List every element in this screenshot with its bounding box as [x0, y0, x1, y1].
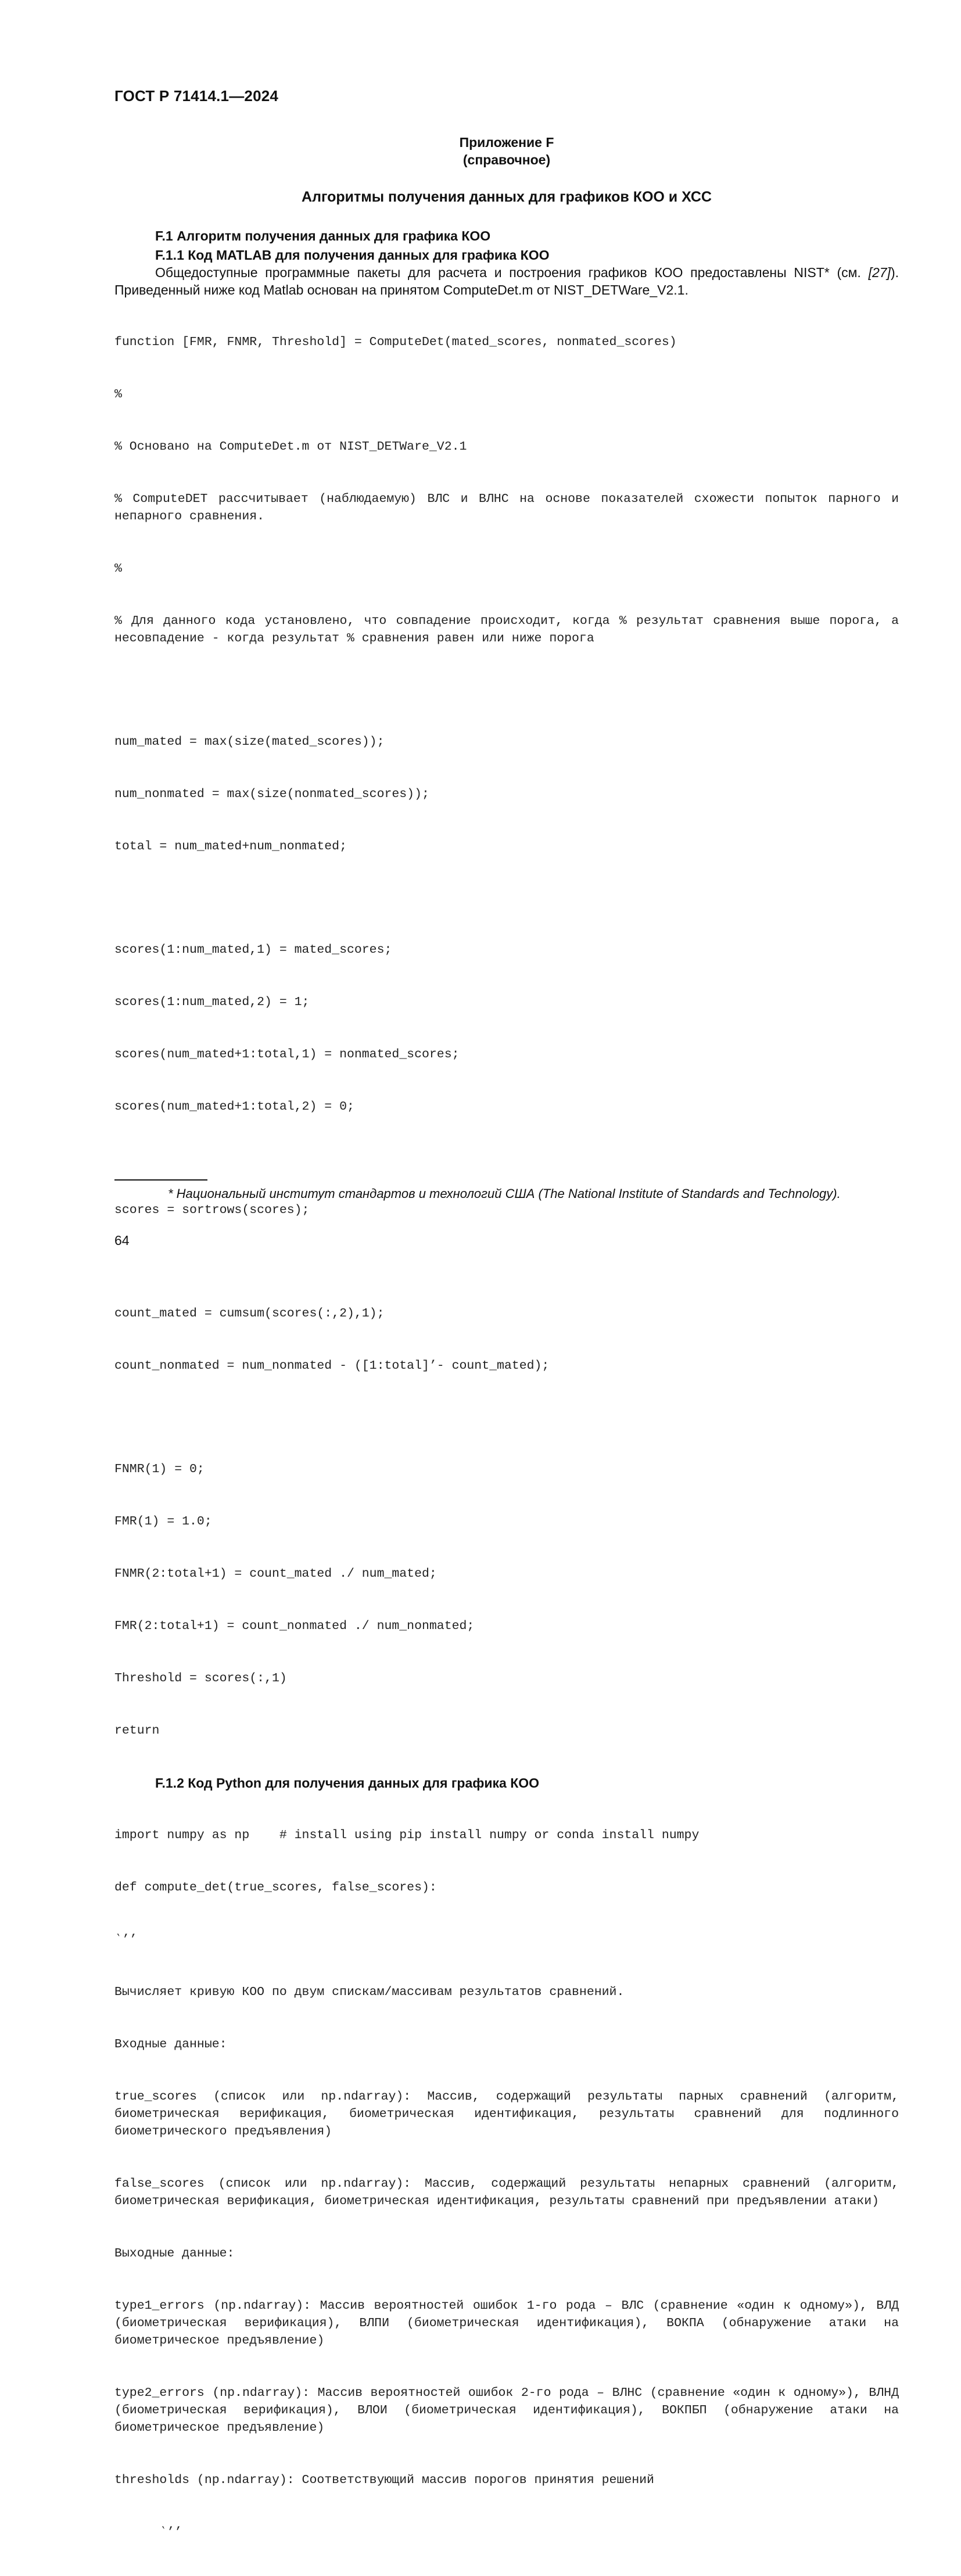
code-line: ‵’’	[114, 2525, 182, 2539]
code-line: count_mated = cumsum(scores(:,2),1);	[114, 1307, 385, 1321]
section-heading-f1: F.1 Алгоритм получения данных для графика КОО	[155, 228, 491, 243]
code-line: import numpy as np # install using pip install numpy or conda install numpy	[114, 1828, 700, 1842]
code-line: scores(1:num_mated,2) = 1;	[114, 995, 310, 1009]
code-blank-line	[114, 890, 899, 906]
code-line: num_nonmated = max(size(nonmated_scores));	[114, 787, 429, 801]
code-line: FNMR(2:total+1) = count_mated ./ num_mated;	[114, 1567, 437, 1581]
python-code-block	[114, 1792, 899, 2576]
code-blank-line	[114, 1150, 899, 1167]
code-line: def compute_det(true_scores, false_scores):	[114, 1881, 437, 1895]
matlab-code-block	[114, 299, 899, 1774]
appendix-kind: (справочное)	[462, 152, 551, 167]
code-line: function [FMR, FNMR, Threshold] = ComputeDet(mated_scores, nonmated_scores)	[114, 335, 677, 349]
appendix-label: Приложение F	[459, 135, 554, 150]
code-line: scores(1:num_mated,1) = mated_scores;	[114, 943, 392, 957]
code-line: scores(num_mated+1:total,1) = nonmated_scores;	[114, 1047, 460, 1061]
code-line: %	[114, 562, 122, 576]
footnote: * Национальный институт стандартов и технологий США (The National Institute of Standards and Technology).	[168, 1186, 841, 1201]
code-line: count_nonmated = num_nonmated - ([1:total]’- count_mated);	[114, 1359, 550, 1373]
appendix-header	[114, 134, 899, 168]
code-line: scores(num_mated+1:total,2) = 0;	[114, 1100, 354, 1114]
code-line: % ComputeDET рассчитывает (наблюдаемую) ВЛС и ВЛНС на основе показателей схожести попыток парного и непарного сравнения.	[114, 492, 899, 523]
code-line: ‵’’	[114, 1933, 137, 1947]
code-line: %	[114, 388, 122, 401]
code-line: Вычисляет кривую КОО по двум спискам/массивам результатов сравнений.	[114, 1985, 625, 1999]
code-line: % Для данного кода установлено, что совпадение происходит, когда % результат сравнения выше порога, а несовпадение - когда результат % сравнения равен или ниже порога	[114, 614, 899, 645]
code-line: FMR(2:total+1) = count_nonmated ./ num_nonmated;	[114, 1619, 475, 1633]
appendix-title: Алгоритмы получения данных для графиков КОО и ХСС	[302, 189, 712, 205]
footnote-divider	[114, 1179, 207, 1181]
code-line: type1_errors (np.ndarray): Массив вероятностей ошибок 1-го рода – ВЛС (сравнение «один к одному»), ВЛД (биометрическая верификация), ВЛПИ (биометрическая идентификация), ВОКПА (обнаружение атаки на биометрическое предъявление)	[114, 2299, 899, 2348]
code-line: type2_errors (np.ndarray): Массив вероятностей ошибок 2-го рода – ВЛНС (сравнение «один к одному»), ВЛНД (биометрическая верификация), ВЛОИ (биометрическая идентификация), ВОКПБП (обнаружение атаки на биометрическое предъявление)	[114, 2386, 899, 2435]
code-line: num_mated = max(size(mated_scores));	[114, 735, 385, 749]
code-line: % Основано на ComputeDet.m от NIST_DETWare_V2.1	[114, 440, 467, 454]
code-line: Threshold = scores(:,1)	[114, 1671, 287, 1685]
code-blank-line	[114, 1409, 899, 1426]
code-line: Выходные данные:	[114, 2247, 235, 2261]
page-number: 64	[114, 1233, 130, 1248]
content-body	[114, 225, 899, 2576]
intro-text-start: Общедоступные программные пакеты для расчета и построения графиков КОО предоставлены NIST* (см.	[155, 265, 869, 280]
code-line: false_scores (список или np.ndarray): Массив, содержащий результаты непарных сравнений (алгоритм, биометрическая верификация, биометрическая идентификация, результаты сравнений при предъявлении атаки)	[114, 2177, 899, 2208]
intro-text-end: ). Приведенный ниже код Matlab основан на принятом ComputeDet.m от NIST_DETWare_V2.1.	[114, 265, 899, 297]
code-line: total = num_mated+num_nonmated;	[114, 839, 347, 853]
intro-paragraph	[114, 264, 899, 299]
code-line: FNMR(1) = 0;	[114, 1462, 205, 1476]
code-line: FMR(1) = 1.0;	[114, 1515, 212, 1529]
bibliography-reference: [27]	[868, 265, 891, 280]
code-line: return	[114, 1724, 160, 1738]
code-line: true_scores (список или np.ndarray): Массив, содержащий результаты парных сравнений (алгоритм, биометрическая верификация, биометрическая идентификация, результаты сравнений для подлинного биометрического предъявления)	[114, 2090, 899, 2139]
code-line: Входные данные:	[114, 2037, 227, 2051]
standard-id: ГОСТ Р 71414.1—2024	[114, 87, 279, 105]
code-blank-line	[114, 1254, 899, 1270]
code-line: thresholds (np.ndarray): Соответствующий массив порогов принятия решений	[114, 2473, 654, 2487]
code-line: scores = sortrows(scores);	[114, 1203, 310, 1217]
section-heading-f11: F.1.1 Код MATLAB для получения данных для графика КОО	[155, 247, 550, 263]
section-heading-f12: F.1.2 Код Python для получения данных для графика КОО	[155, 1775, 540, 1791]
code-blank-line	[114, 682, 899, 698]
